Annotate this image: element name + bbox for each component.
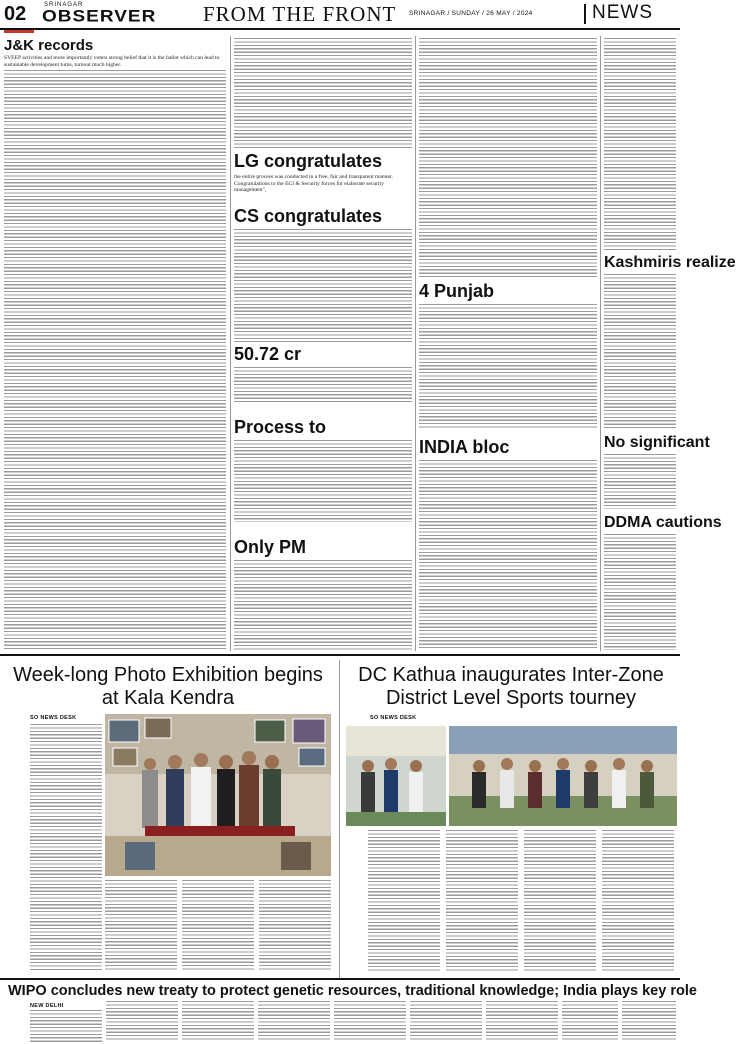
headline-no-significant: No significant xyxy=(604,434,710,451)
photo-exhibition-body xyxy=(182,880,254,972)
no-significant-body xyxy=(604,454,676,509)
headline-process: Process to xyxy=(234,417,327,437)
wipo-body xyxy=(562,1001,618,1042)
wipo-body xyxy=(106,1001,178,1042)
dc-kathua-body xyxy=(602,830,674,972)
tab-divider xyxy=(584,4,586,24)
column-rule xyxy=(415,36,416,651)
column4-body-top xyxy=(604,38,676,250)
sports-event-photo-left xyxy=(346,726,446,826)
accent-bar xyxy=(4,30,34,33)
column2-body-top xyxy=(234,38,412,148)
sports-event-photo-right xyxy=(449,726,677,826)
headline-lg-congratulates: LG congratulates xyxy=(234,151,383,171)
process-body xyxy=(234,440,412,522)
wipo-body xyxy=(334,1001,406,1042)
headline-5072: 50.72 cr xyxy=(234,344,302,364)
wipo-body xyxy=(410,1001,482,1042)
photo-exhibition-body xyxy=(259,880,331,972)
headline-ddma-cautions: DDMA cautions xyxy=(604,514,722,531)
jk-records-body xyxy=(4,70,226,650)
page-number: 02 xyxy=(4,3,27,25)
column-rule xyxy=(230,36,231,651)
headline-cs-congratulates: CS congratulates xyxy=(234,206,383,226)
header-rule xyxy=(0,28,680,30)
brand-logo: OBSERVER xyxy=(42,8,157,26)
headline-kashmiris-realize: Kashmiris realize xyxy=(604,254,736,271)
column3-body-top xyxy=(419,38,597,278)
dc-kathua-body xyxy=(524,830,596,972)
wipo-body xyxy=(258,1001,330,1042)
only-pm-body xyxy=(234,560,412,650)
lg-congratulates-lead: the entire process was conducted in a free, fair and transparent manner. Congratulations to the ECI & Security forces for elaborate security management", xyxy=(234,174,393,194)
masthead xyxy=(0,0,680,30)
section-rule xyxy=(0,654,680,656)
news-tab: NEWS xyxy=(592,2,653,23)
brand-city: SRINAGAR xyxy=(44,2,84,8)
headline-jk-records: J&K records xyxy=(4,37,94,54)
dc-kathua-body xyxy=(368,830,440,972)
kashmiris-body xyxy=(604,274,676,428)
india-bloc-body xyxy=(419,460,597,650)
column-rule xyxy=(339,660,340,978)
punjab-body xyxy=(419,304,597,430)
wipo-body xyxy=(486,1001,558,1042)
5072-body xyxy=(234,367,412,403)
exhibition-photo xyxy=(105,714,331,876)
desk-line: SO NEWS DESK xyxy=(370,715,417,721)
photo-exhibition-body xyxy=(30,724,102,972)
section-title: FROM THE FRONT xyxy=(203,2,397,26)
dateline: SRINAGAR / SUNDAY / 26 MAY / 2024 xyxy=(409,10,533,17)
cs-congratulates-body xyxy=(234,229,412,342)
headline-wipo: WIPO concludes new treaty to protect genetic resources, traditional knowledge; India plays key role xyxy=(8,983,697,999)
headline-dc-kathua: DC Kathua inaugurates Inter-Zone District Level Sports tourney xyxy=(358,664,664,709)
wipo-body xyxy=(622,1001,676,1042)
jk-records-lead: SVEEP activities and more importantly voters strong belief that it is the ballot which can lead to sustainable development turns, turnout much higher. xyxy=(4,55,220,68)
desk-line: NEW DELHI xyxy=(30,1003,64,1009)
headline-photo-exhibition: Week-long Photo Exhibition begins at Kala Kendra xyxy=(13,664,323,709)
wipo-body xyxy=(182,1001,254,1042)
headline-only-pm: Only PM xyxy=(234,537,307,557)
ddma-body xyxy=(604,534,676,650)
column-rule xyxy=(600,36,601,651)
desk-line: SO NEWS DESK xyxy=(30,715,77,721)
dc-kathua-body xyxy=(446,830,518,972)
headline-india-bloc: INDIA bloc xyxy=(419,437,510,457)
section-rule xyxy=(0,978,680,980)
photo-exhibition-body xyxy=(105,880,177,972)
headline-punjab: 4 Punjab xyxy=(419,281,495,301)
wipo-body xyxy=(30,1010,102,1042)
